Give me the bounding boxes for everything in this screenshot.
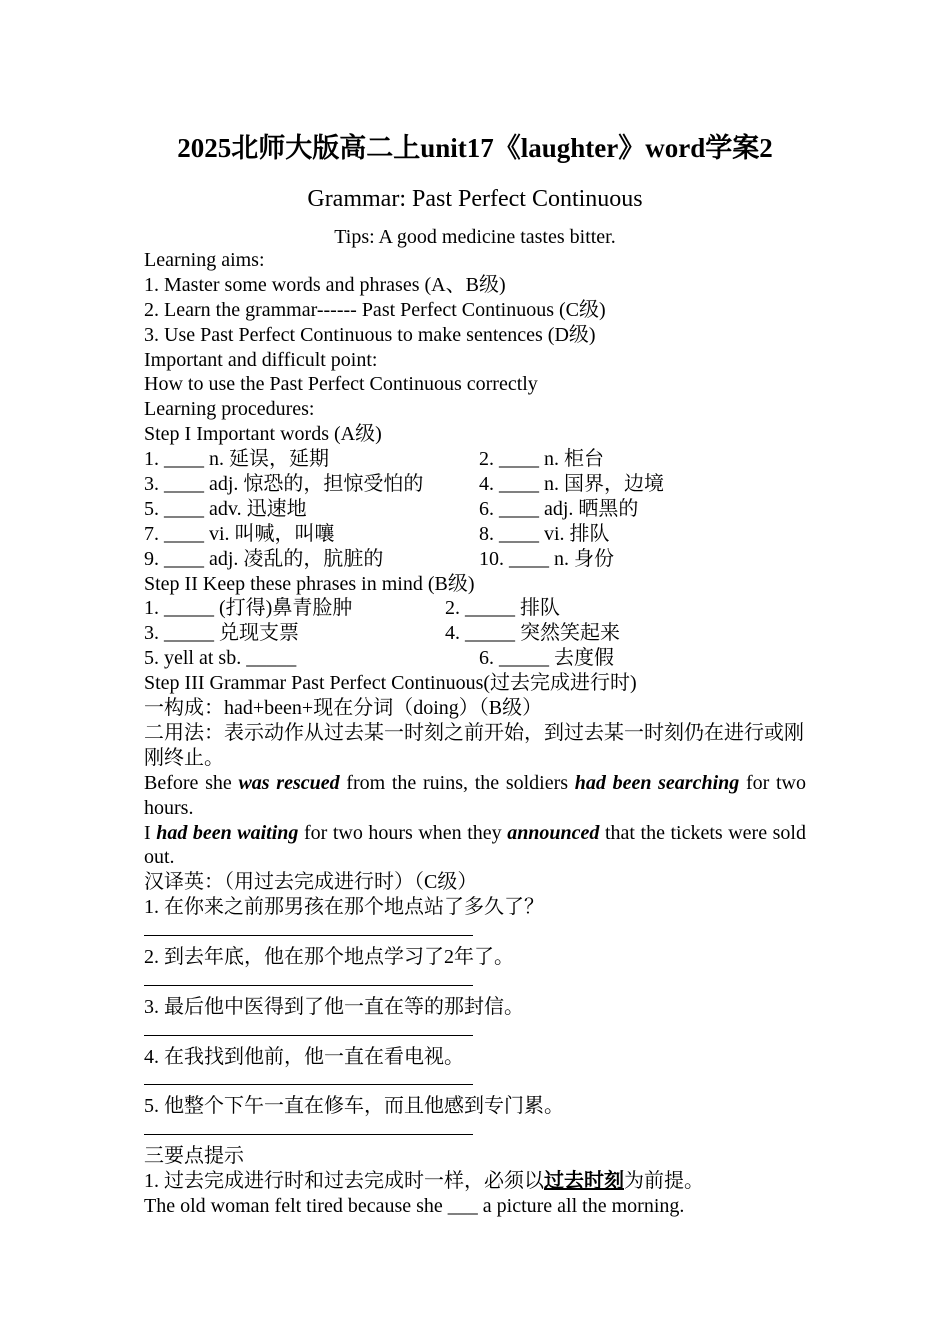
word-item: 4. ____ n. 国界，边境 bbox=[479, 473, 664, 496]
translate-item: 3. 最后他中医得到了他一直在等的那封信。 bbox=[144, 995, 524, 1018]
word-item: 9. ____ adj. 凌乱的，肮脏的 bbox=[144, 547, 384, 570]
word-item: 8. ____ vi. 排队 bbox=[479, 522, 610, 545]
word-item: 7. ____ vi. 叫喊，叫嚷 bbox=[144, 522, 335, 545]
grammar-usage: 二用法：表示动作从过去某一时刻之前开始，到过去某一时刻仍在进行或刚刚终止。 bbox=[144, 721, 804, 769]
phrase-row bbox=[144, 621, 806, 646]
word-row bbox=[144, 447, 806, 472]
word-row bbox=[144, 522, 806, 547]
answer-blank[interactable] bbox=[144, 970, 806, 995]
answer-blank[interactable] bbox=[144, 920, 806, 945]
phrase-item: 3. _____ 兑现支票 bbox=[144, 622, 299, 645]
word-row bbox=[144, 472, 806, 497]
word-item: 3. ____ adj. 惊恐的，担惊受怕的 bbox=[144, 473, 424, 496]
phrase-item: 4. _____ 突然笑起来 bbox=[445, 622, 620, 645]
key-point-text: How to use the Past Perfect Continuous correctly bbox=[144, 373, 538, 396]
emphasis-text: announced bbox=[507, 821, 600, 844]
word-row bbox=[144, 547, 806, 572]
translate-item: 2. 到去年底，他在那个地点学习了2年了。 bbox=[144, 946, 514, 969]
phrase-row bbox=[144, 646, 806, 671]
answer-blank[interactable] bbox=[144, 1020, 806, 1045]
step1-heading: Step I Important words (A级) bbox=[144, 423, 382, 446]
translate-item: 5. 他整个下午一直在修车，而且他感到专门累。 bbox=[144, 1095, 564, 1118]
answer-blank[interactable] bbox=[144, 1069, 806, 1094]
document-subtitle: Grammar: Past Perfect Continuous bbox=[307, 186, 643, 212]
word-item: 5. ____ adv. 迅速地 bbox=[144, 497, 307, 520]
word-item: 10. ____ n. 身份 bbox=[479, 547, 614, 570]
aim-item: 3. Use Past Perfect Continuous to make sentences (D级) bbox=[144, 323, 596, 346]
emphasis-text: was rescued bbox=[238, 771, 340, 794]
step2-heading: Step II Keep these phrases in mind (B级) bbox=[144, 572, 475, 595]
procedures-heading: Learning procedures: bbox=[144, 398, 315, 421]
key-tips-heading: 三要点提示 bbox=[144, 1145, 244, 1168]
answer-blank[interactable] bbox=[144, 1119, 806, 1144]
document-body bbox=[144, 248, 806, 1219]
phrase-item: 2. _____ 排队 bbox=[445, 597, 560, 620]
emphasis-text: had been waiting bbox=[156, 821, 299, 844]
phrase-item: 5. yell at sb. _____ bbox=[144, 647, 297, 670]
phrase-item: 1. _____ (打得)鼻青脸肿 bbox=[144, 597, 353, 620]
aim-item: 1. Master some words and phrases (A、B级) bbox=[144, 273, 506, 296]
tips-line: Tips: A good medicine tastes bitter. bbox=[334, 226, 616, 248]
word-row bbox=[144, 497, 806, 522]
word-item: 1. ____ n. 延误，延期 bbox=[144, 448, 329, 471]
grammar-form: 一构成：had+been+现在分词（doing）（B级） bbox=[144, 697, 543, 720]
example-sentence-1: Before she was rescued from the ruins, the soldiers had been searching for two hours. bbox=[144, 771, 806, 819]
translate-heading: 汉译英：（用过去完成进行时）（C级） bbox=[144, 871, 478, 894]
document-title: 2025北师大版高二上unit17《laughter》word学案2 bbox=[177, 133, 773, 163]
example-sentence-2: I had been waiting for two hours when they announced that the tickets were sold out. bbox=[144, 821, 806, 869]
underlined-emphasis: 过去时刻 bbox=[544, 1170, 624, 1193]
tip-example: The old woman felt tired because she ___ a picture all the morning. bbox=[144, 1194, 685, 1217]
word-item: 2. ____ n. 柜台 bbox=[479, 448, 604, 471]
emphasis-text: had been searching bbox=[574, 771, 740, 794]
learning-aims-heading: Learning aims: bbox=[144, 249, 265, 271]
translate-item: 4. 在我找到他前，他一直在看电视。 bbox=[144, 1045, 464, 1068]
word-item: 6. ____ adj. 晒黑的 bbox=[479, 497, 639, 520]
key-tip-1: 1. 过去完成进行时和过去完成时一样，必须以过去时刻为前提。 bbox=[144, 1170, 704, 1193]
step3-heading: Step III Grammar Past Perfect Continuous(过去完成进行时) bbox=[144, 672, 637, 695]
key-point-heading: Important and difficult point: bbox=[144, 348, 378, 371]
phrase-item: 6. _____ 去度假 bbox=[479, 647, 614, 670]
phrase-row bbox=[144, 596, 806, 621]
translate-item: 1. 在你来之前那男孩在那个地点站了多久了？ bbox=[144, 896, 544, 919]
aim-item: 2. Learn the grammar------ Past Perfect Continuous (C级) bbox=[144, 298, 606, 321]
